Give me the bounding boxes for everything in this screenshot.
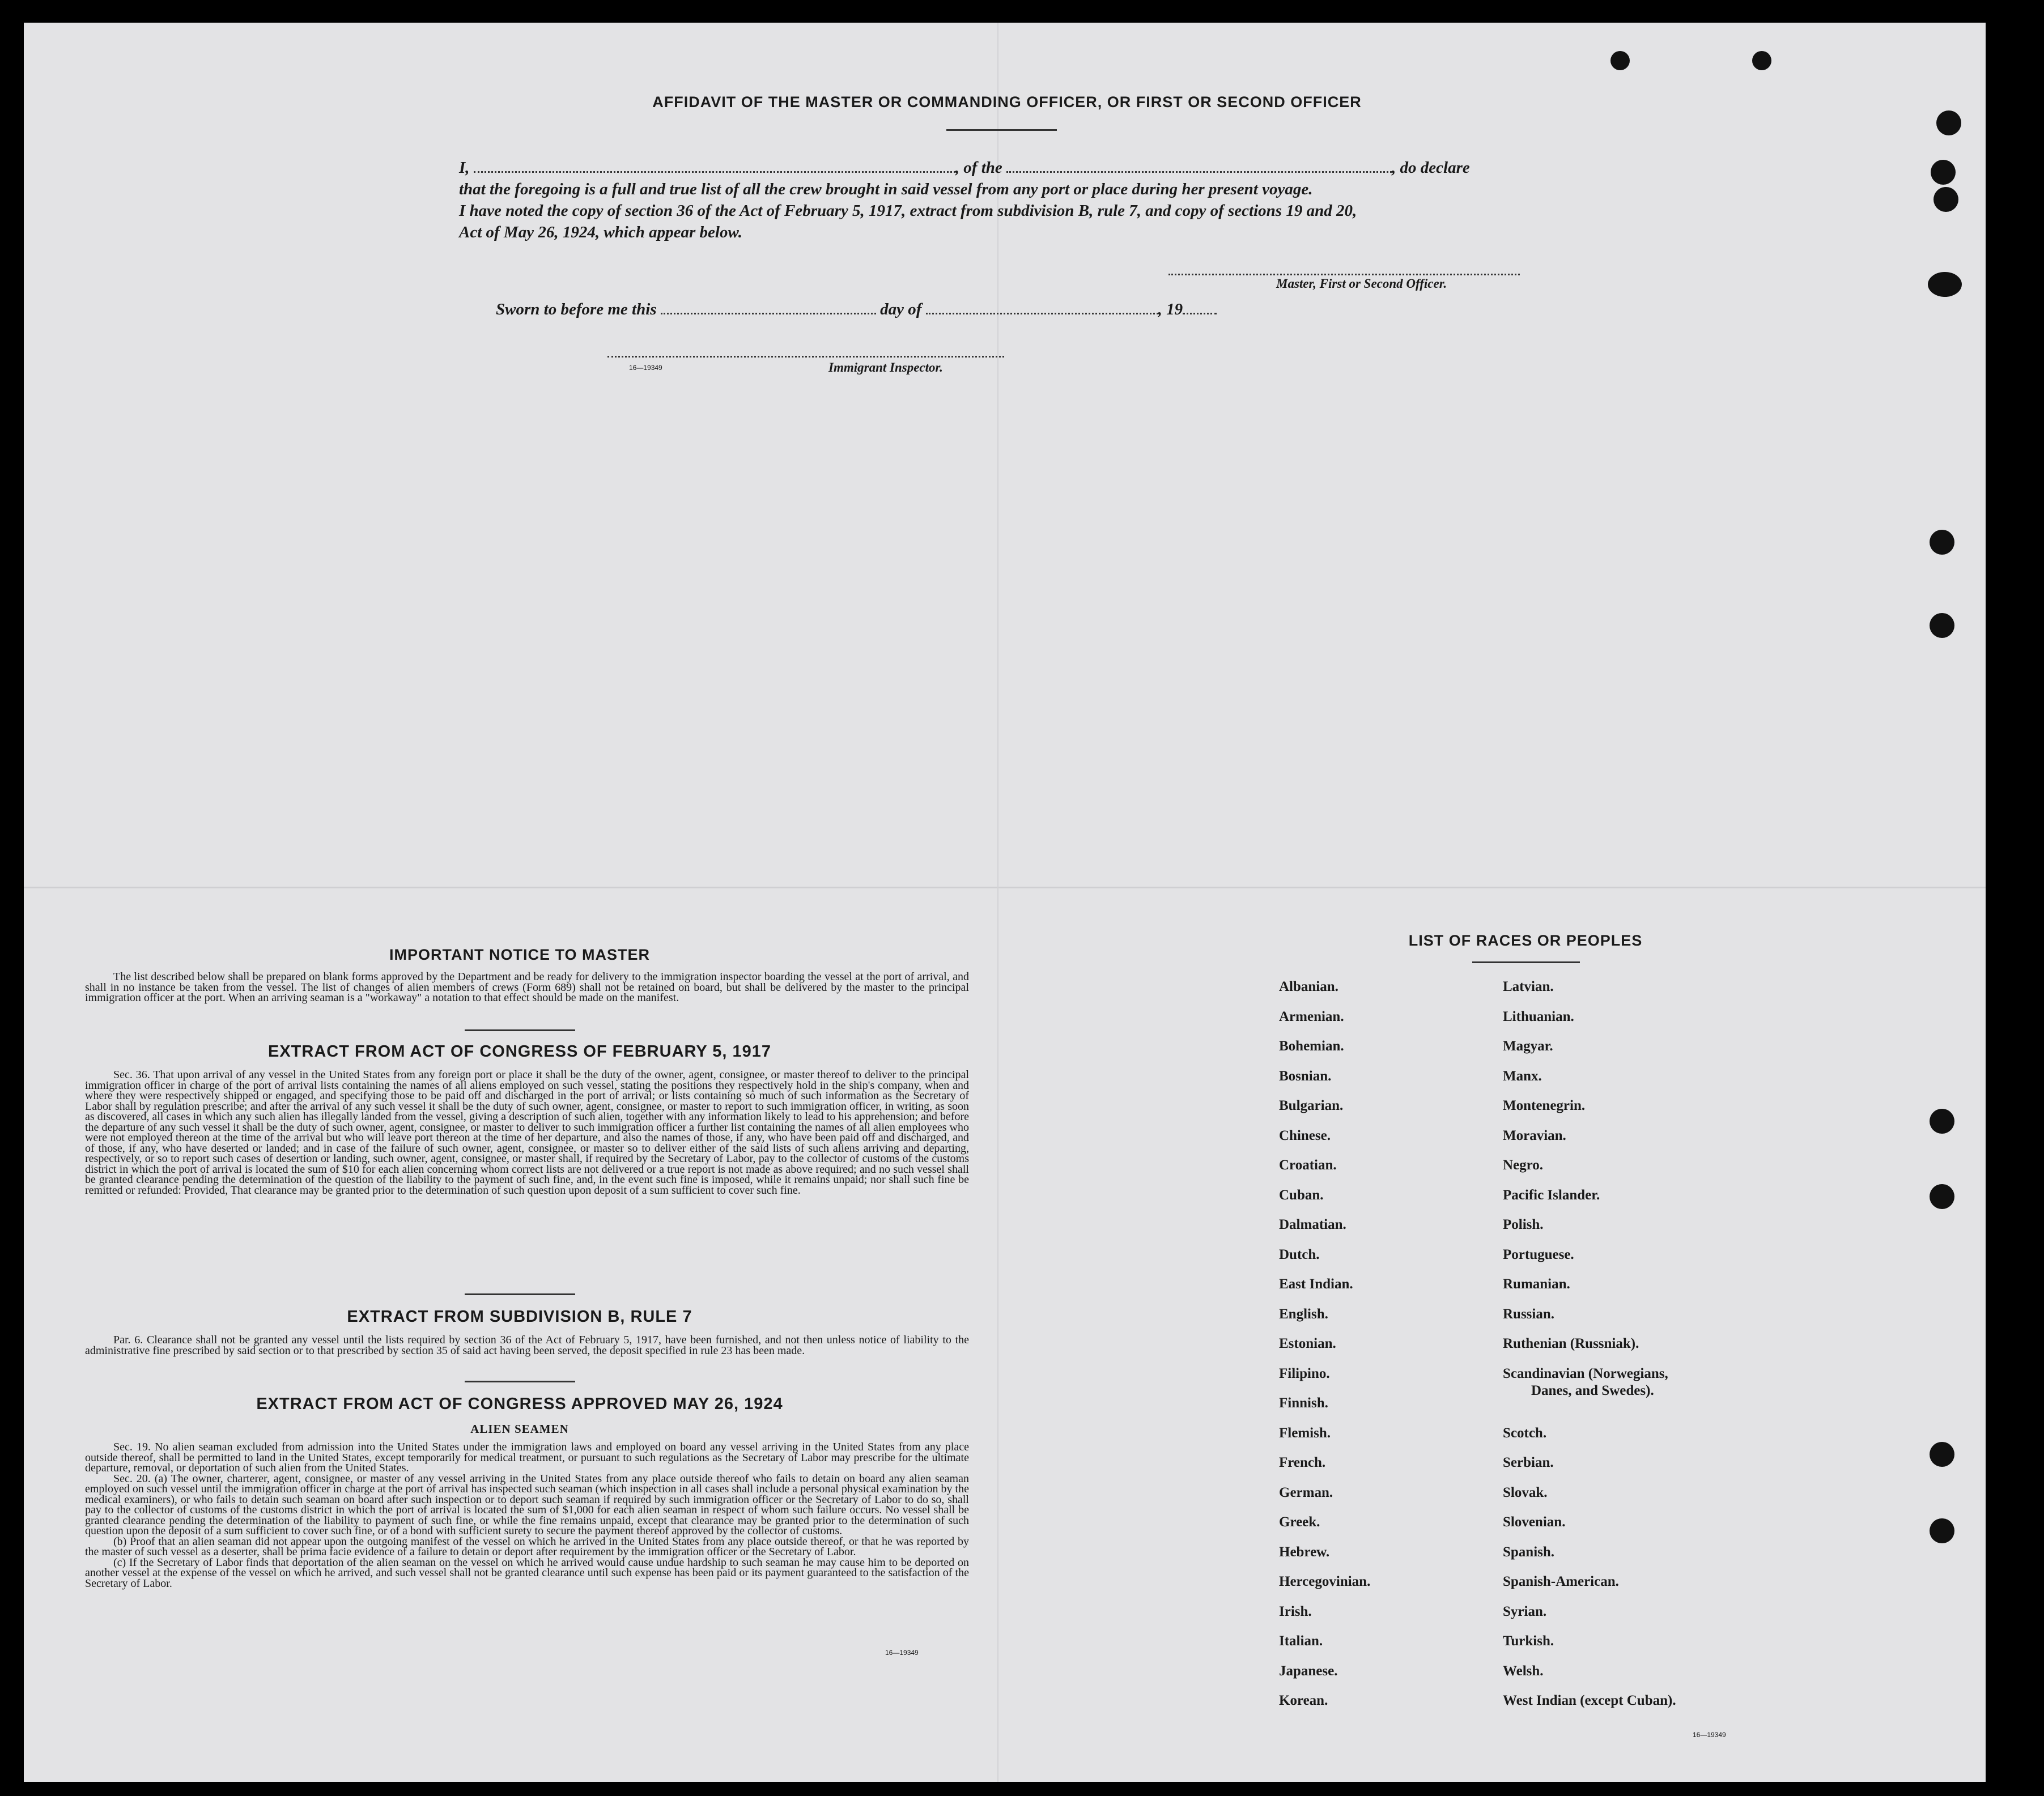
races-left-column <box>1279 979 1370 1723</box>
race-item: Estonian. <box>1279 1336 1336 1351</box>
race-item: Portuguese. <box>1503 1246 1574 1262</box>
punch-hole <box>1930 1184 1954 1209</box>
race-item: Moravian. <box>1503 1127 1566 1143</box>
punch-hole <box>1930 530 1954 555</box>
race-item: Scandinavian (Norwegians, <box>1503 1365 1668 1381</box>
races-right-column <box>1503 979 1676 1723</box>
sworn-text: , 19 <box>1158 300 1183 318</box>
inspector-label: Immigrant Inspector. <box>828 360 943 374</box>
form-number: 16—19349 <box>1693 1731 1726 1739</box>
sworn-year-blank[interactable] <box>1183 300 1217 314</box>
sec-20a-paragraph: Sec. 20. (a) The owner, charterer, agent, consignee, or master of any vessel arriving in the United States from any place outside thereof who fails to detain on board any alien seaman employed on such vessel until the immigration officer in charge at the port of arrival has inspected such seaman (which inspection in all cases shall include a personal physical examination by the medical examiners), or who fails to detain such seaman on board after such inspection or to deport such seaman if required by such immigration officer or the Secretary of Labor to do so, shall pay to the collector of customs of the customs district in which the port of arrival is located the sum of $1,000 for each alien seaman in respect of whom such failure occurs. No vessel shall be granted clearance pending the determination of the liability to payment of such fine, or while the fine remains unpaid, except that clearance may be granted prior to the determination of such question upon the deposit of a sum sufficient to cover such fine, or of a bond with sufficient surety to secure the payment thereof approved by the collector of customs. <box>85 1472 969 1537</box>
affidavit-line-1 <box>459 159 1470 177</box>
race-item: Welsh. <box>1503 1663 1544 1679</box>
extract-1917-title: EXTRACT FROM ACT OF CONGRESS OF FEBRUARY 5, 1917 <box>267 1042 772 1061</box>
alien-seamen-subtitle: ALIEN SEAMEN <box>470 1422 569 1436</box>
race-item: Hebrew. <box>1279 1544 1330 1560</box>
race-item: Magyar. <box>1503 1039 1553 1054</box>
par-6-paragraph: Par. 6. Clearance shall not be granted any vessel until the lists required by section 36 of the Act of February 5, 1917, have been furnished, and not then unless notice of liability to the administrative fine prescribed by said section or to that prescribed by section 35 of said act having been served, the deposit specified in rule 23 has been made. <box>85 1334 969 1357</box>
subdivision-b-title: EXTRACT FROM SUBDIVISION B, RULE 7 <box>347 1308 692 1326</box>
race-item: Japanese. <box>1279 1663 1338 1679</box>
race-item: Dalmatian. <box>1279 1217 1346 1232</box>
title-underline <box>1472 961 1580 963</box>
race-item: Bosnian. <box>1279 1068 1332 1084</box>
sworn-line <box>496 300 1217 319</box>
race-item: Irish. <box>1279 1603 1312 1619</box>
race-item: Korean. <box>1279 1693 1328 1708</box>
punch-hole <box>1936 110 1961 135</box>
race-item: Negro. <box>1503 1157 1544 1173</box>
punch-hole <box>1933 187 1958 212</box>
race-item: French. <box>1279 1455 1326 1470</box>
races-title: LIST OF RACES OR PEOPLES <box>1408 932 1643 949</box>
form-number: 16—19349 <box>629 364 662 372</box>
inspector-signature-line[interactable] <box>607 356 1004 358</box>
sworn-text: day of <box>880 300 922 318</box>
race-item: Pacific Islander. <box>1503 1187 1600 1203</box>
subdivision-b-text <box>85 1335 969 1356</box>
punch-hole <box>1930 1109 1954 1134</box>
master-signature-label: Master, First or Second Officer. <box>1276 276 1447 291</box>
race-item: Ruthenian (Russniak). <box>1503 1336 1639 1351</box>
affidavit-line-3: I have noted the copy of section 36 of the Act of February 5, 1917, extract from subdivision B, rule 7, and copy of sections 19 and 20, <box>459 202 1357 220</box>
sworn-month-blank[interactable] <box>926 300 1158 314</box>
race-item: Spanish. <box>1503 1544 1555 1560</box>
vessel-blank[interactable] <box>1006 159 1392 173</box>
form-number: 16—19349 <box>885 1649 919 1657</box>
race-item: Armenian. <box>1279 1008 1344 1024</box>
race-item: Spanish-American. <box>1503 1574 1619 1589</box>
race-item: Danes, and Swedes). <box>1531 1382 1654 1398</box>
race-item: Greek. <box>1279 1514 1320 1530</box>
punch-hole <box>1930 1442 1954 1467</box>
master-signature-line[interactable] <box>1168 274 1520 275</box>
race-item: English. <box>1279 1306 1328 1322</box>
punch-hole <box>1930 613 1954 638</box>
race-item: Syrian. <box>1503 1603 1547 1619</box>
section-divider <box>465 1293 575 1295</box>
race-item: Dutch. <box>1279 1246 1320 1262</box>
race-item: Italian. <box>1279 1633 1323 1649</box>
affidavit-line-4: Act of May 26, 1924, which appear below. <box>459 223 742 241</box>
section-divider <box>465 1029 575 1031</box>
punch-hole <box>1930 1518 1954 1543</box>
race-item: Filipino. <box>1279 1365 1330 1381</box>
punch-hole <box>1931 160 1956 185</box>
affidavit-text: , of the <box>955 159 1002 177</box>
race-item: Montenegrin. <box>1503 1098 1586 1113</box>
name-blank[interactable] <box>474 159 955 173</box>
title-underline <box>946 129 1057 131</box>
race-item: Latvian. <box>1503 979 1554 994</box>
notice-paragraph: The list described below shall be prepared on blank forms approved by the Department and be ready for delivery to the immigration inspector boarding the vessel at the port of arrival, and shall in no instance be taken from the vessel. The list of changes of alien members of crews (Form 689) shall not be retained on board, but shall be delivered by the master to the principal immigration officer at the port. When an arriving seaman is a "workaway" a notation to that effect should be made on the manifest. <box>85 971 969 1004</box>
extract-1924-title: EXTRACT FROM ACT OF CONGRESS APPROVED MAY 26, 1924 <box>256 1395 783 1413</box>
race-item: Hercegovinian. <box>1279 1574 1371 1589</box>
punch-hole <box>1752 51 1771 70</box>
race-item: Rumanian. <box>1503 1276 1570 1292</box>
sec-20c-paragraph: (c) If the Secretary of Labor finds that deportation of the alien seaman on the vessel on which he arrived would cause undue hardship to such seaman he may cause him to be deported on another vessel at the expense of the vessel on which he arrived, and such vessel shall not be granted clearance until such expense has been paid or its payment guaranteed to the satisfaction of the Secretary of Labor. <box>85 1556 969 1590</box>
notice-text <box>85 972 969 1003</box>
race-item: Bulgarian. <box>1279 1098 1344 1113</box>
sworn-day-blank[interactable] <box>661 300 876 314</box>
affidavit-title: AFFIDAVIT OF THE MASTER OR COMMANDING OFFICER, OR FIRST OR SECOND OFFICER <box>652 93 1362 110</box>
affidavit-text: I, <box>459 159 470 177</box>
section-36-paragraph: Sec. 36. That upon arrival of any vessel in the United States from any foreign port or place it shall be the duty of the owner, agent, consignee, or master thereof to deliver to the principal immigration officer in charge of the port of arrival lists containing the names of all aliens employed on such vessel, stating the positions they respectively hold in the ship's company, when and where they were respectively shipped or engaged, and specifying those to be paid off and discharged in the port of arrival; or lists containing so much of such information as the Secretary of Labor shall by regulation prescribe; and after the arrival of any such vessel it shall be the duty of such owner, agent, consignee, or master to report to such immigration officer, in writing, as soon as discovered, all cases in which any such alien has illegally landed from the vessel, giving a description of such alien, together with any information likely to lead to his apprehension; and before the departure of any such vessel it shall be the duty of such owner, agent, consignee, or master to deliver to such immigration officer a further list containing the names of all alien employees who were not employed thereon at the time of the arrival but who will leave port thereon at the time of her departure, and also the names of those, if any, who have been paid off and discharged, and of those, if any, who have deserted or landed; and in case of the failure of such owner, agent, consignee, or master so to deliver either of the said lists of such aliens arriving and departing, respectively, or so to report such cases of desertion or landing, such owner, agent, consignee, or master shall, if required by the Secretary of Labor, pay to the collector of customs of the customs district in which the port of arrival is located the sum of $10 for each alien concerning whom correct lists are not delivered or a true report is not made as above required; and no such vessel shall be granted clearance pending the determination of the question of the liability to the payment of such fine, and, in the event such fine is imposed, while it remains unpaid; nor shall such fine be remitted or refunded: Provided, That clearance may be granted prior to the determination of such question upon deposit of a sum sufficient to cover such fine. <box>85 1069 969 1197</box>
race-item: West Indian (except Cuban). <box>1503 1693 1676 1708</box>
fold-line-vertical <box>997 23 998 1782</box>
sworn-text: Sworn to before me this <box>496 300 657 318</box>
extract-1917-text <box>85 1070 969 1195</box>
race-item: Cuban. <box>1279 1187 1324 1203</box>
race-item: Russian. <box>1503 1306 1555 1322</box>
race-item: Chinese. <box>1279 1127 1331 1143</box>
section-divider <box>465 1381 575 1382</box>
race-item: Lithuanian. <box>1503 1008 1574 1024</box>
affidavit-text: , do declare <box>1392 159 1470 177</box>
race-item: Finnish. <box>1279 1395 1328 1411</box>
race-item: East Indian. <box>1279 1276 1353 1292</box>
race-item: Slovak. <box>1503 1484 1548 1500</box>
sec-19-paragraph: Sec. 19. No alien seaman excluded from admission into the United States under the immigration laws and employed on board any vessel arriving in the United States from any place outside thereof, shall be permitted to land in the United States, except temporarily for medical treatment, or pursuant to such regulations as the Secretary of Labor may prescribe for the ultimate departure, removal, or deportation of such alien from the United States. <box>85 1441 969 1474</box>
punch-hole <box>1928 272 1962 297</box>
form-page <box>24 23 1986 1782</box>
affidavit-line-2: that the foregoing is a full and true list of all the crew brought in said vessel from any port or place during her present voyage. <box>459 180 1313 198</box>
sec-20b-paragraph: (b) Proof that an alien seaman did not appear upon the outgoing manifest of the vessel on which he arrived in the United States from any place outside thereof, or that he was reported by the master of such vessel as a deserter, shall be prima facie evidence of a failure to detain or deport after requirement by the immigration officer or the Secretary of Labor. <box>85 1535 969 1558</box>
race-item: Scotch. <box>1503 1425 1547 1441</box>
race-item: Albanian. <box>1279 979 1338 994</box>
punch-hole <box>1610 51 1630 70</box>
race-item: German. <box>1279 1484 1333 1500</box>
race-item: Slovenian. <box>1503 1514 1566 1530</box>
race-item: Croatian. <box>1279 1157 1337 1173</box>
race-item: Turkish. <box>1503 1633 1554 1649</box>
notice-title: IMPORTANT NOTICE TO MASTER <box>389 946 650 963</box>
race-item: Polish. <box>1503 1217 1544 1232</box>
extract-1924-text <box>85 1442 969 1589</box>
race-item: Flemish. <box>1279 1425 1331 1441</box>
race-item: Bohemian. <box>1279 1039 1344 1054</box>
race-item: Serbian. <box>1503 1455 1554 1470</box>
race-item: Manx. <box>1503 1068 1542 1084</box>
fold-line-horizontal <box>24 887 1986 888</box>
